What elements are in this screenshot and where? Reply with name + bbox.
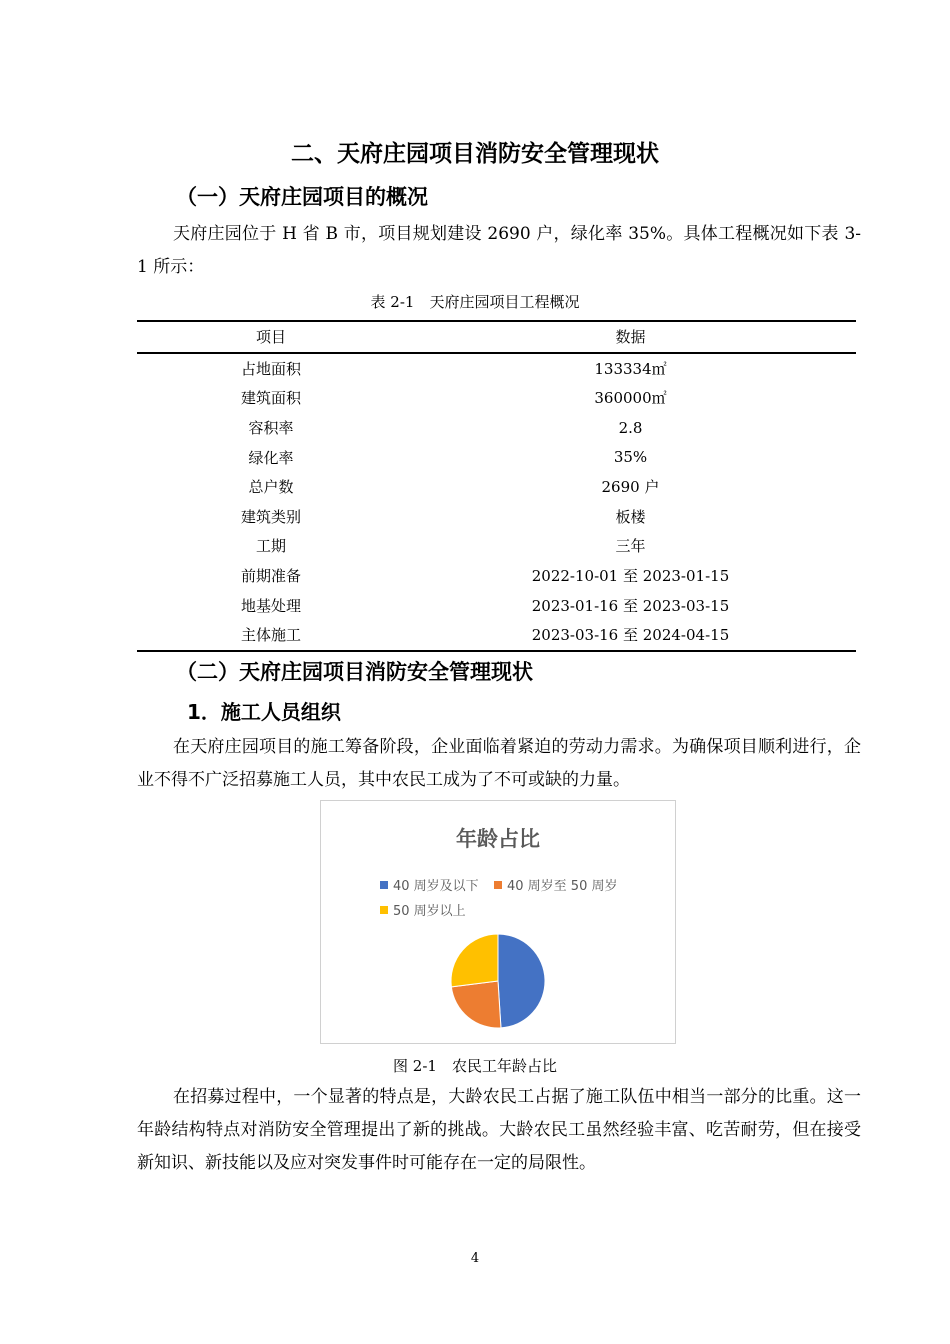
table-cell-item: 建筑类别 xyxy=(240,507,301,526)
legend-swatch xyxy=(380,881,388,889)
paragraph-recruitment: 在天府庄园项目的施工筹备阶段，企业面临着紧迫的劳动力需求。为确保项目顺利进行，企业不得不广泛招募施工人员，其中农民工成为了不可或缺的力量。 xyxy=(137,737,861,790)
subsection-heading-workers: 1．施工人员组织 xyxy=(187,700,341,724)
table-cell-data: 2690 户 xyxy=(601,478,660,497)
legend-label: 50 周岁以上 xyxy=(393,904,466,919)
legend-swatch xyxy=(494,881,502,889)
legend-item xyxy=(380,875,479,894)
table-cell-data: 2022-10-01 至 2023-01-15 xyxy=(531,567,730,586)
table-row xyxy=(137,620,856,651)
legend-swatch xyxy=(380,906,388,914)
legend-label: 40 周岁及以下 xyxy=(393,879,479,894)
table-row xyxy=(137,590,856,620)
table-row xyxy=(137,442,856,472)
chart-title: 年龄占比 xyxy=(456,827,540,851)
pie-plot xyxy=(448,931,548,1031)
table-cell-item: 建筑面积 xyxy=(240,389,301,408)
pie-slice-3 xyxy=(451,934,498,987)
legend-label: 40 周岁至 50 周岁 xyxy=(507,879,618,894)
table-row xyxy=(137,561,856,591)
paragraph-age-structure: 在招募过程中，一个显著的特点是，大龄农民工占据了施工队伍中相当一部分的比重。这一年龄结构特点对消防安全管理提出了新的挑战。大龄农民工虽然经验丰富、吃苦耐劳，但在接受新知识、新技能以及应对突发事件时可能存在一定的局限性。 xyxy=(137,1087,861,1173)
table-cell-item: 总户数 xyxy=(248,478,294,497)
table-row xyxy=(137,413,856,443)
table-row xyxy=(137,353,856,384)
table-row xyxy=(137,383,856,413)
section-heading-fire-safety: （二）天府庄园项目消防安全管理现状 xyxy=(176,660,533,684)
table-cell-data: 2023-01-16 至 2023-03-15 xyxy=(531,596,730,615)
figure-caption: 图 2-1 农民工年龄占比 xyxy=(393,1057,557,1075)
table-row xyxy=(137,472,856,502)
table-cell-data: 35% xyxy=(613,448,648,467)
paragraph-project-intro: 天府庄园位于 H 省 B 市，项目规划建设 2690 户，绿化率 35%。具体工程概况如下表 3-1 所示： xyxy=(137,224,861,277)
table-cell-item: 容积率 xyxy=(248,419,294,438)
table-cell-data: 2.8 xyxy=(618,418,643,437)
table-cell-item: 占地面积 xyxy=(240,359,301,378)
age-pie-chart xyxy=(320,800,676,1044)
table-cell-data: 360000㎡ xyxy=(594,389,667,408)
table-cell-data: 板楼 xyxy=(615,507,646,526)
table-header-row xyxy=(137,321,856,353)
table-cell-item: 主体施工 xyxy=(240,626,301,645)
table-header-data: 数据 xyxy=(615,328,646,347)
table-caption: 表 2-1 天府庄园项目工程概况 xyxy=(370,293,580,311)
table-cell-item: 前期准备 xyxy=(240,567,301,586)
table-cell-item: 绿化率 xyxy=(248,448,294,467)
table-row xyxy=(137,502,856,532)
table-cell-data: 三年 xyxy=(615,537,646,556)
table-row xyxy=(137,531,856,561)
table-cell-data: 133334㎡ xyxy=(594,359,667,378)
table-header-item: 项目 xyxy=(255,328,286,347)
pie-slice-2 xyxy=(451,981,501,1028)
pie-slice-1 xyxy=(498,934,545,1028)
project-overview-table xyxy=(137,320,856,652)
page-number: 4 xyxy=(470,1251,480,1266)
legend-item xyxy=(380,900,466,919)
chapter-title: 二、天府庄园项目消防安全管理现状 xyxy=(291,141,659,167)
table-cell-item: 工期 xyxy=(255,537,286,556)
legend-item xyxy=(494,875,617,894)
section-heading-overview: （一）天府庄园项目的概况 xyxy=(176,185,428,209)
table-cell-data: 2023-03-16 至 2024-04-15 xyxy=(531,626,730,645)
table-cell-item: 地基处理 xyxy=(240,596,301,615)
